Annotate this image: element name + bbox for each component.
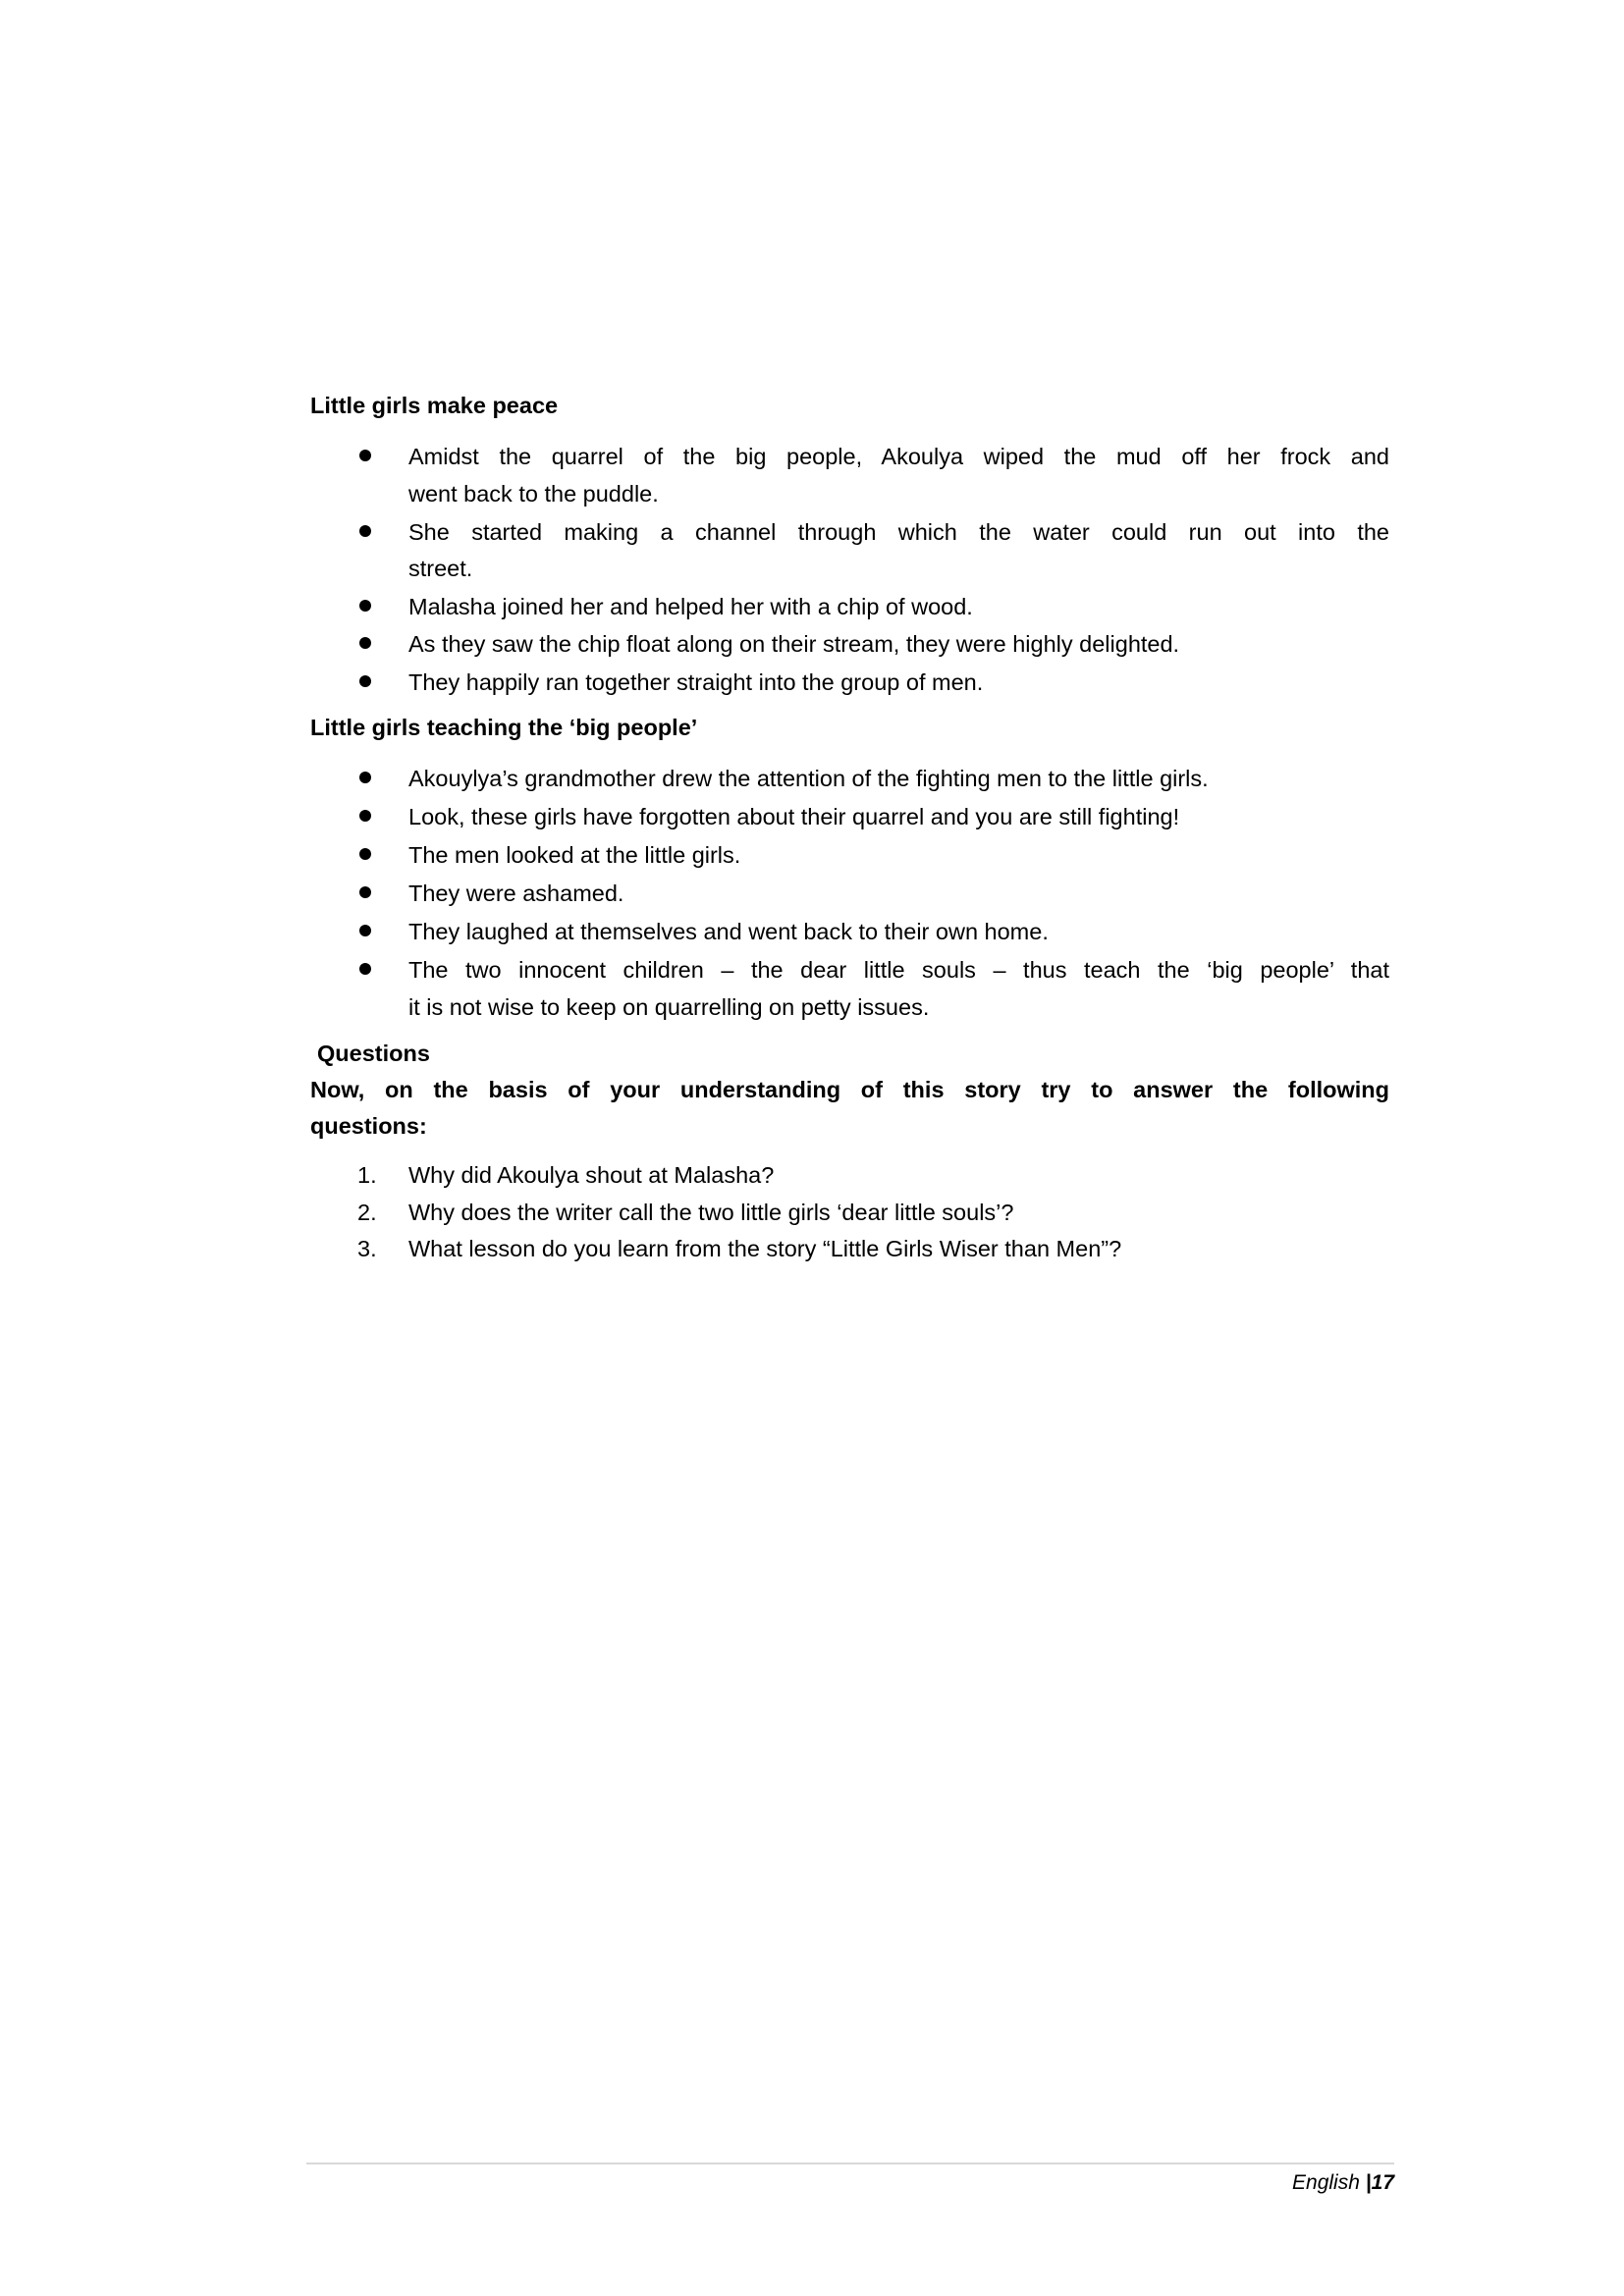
bullet-icon — [359, 963, 371, 975]
list-item-line: As they saw the chip float along on their stream, they were highly delighted. — [408, 631, 1180, 657]
list-item-line: Akouylya’s grandmother drew the attention of the fighting men to the little girls. — [408, 766, 1209, 791]
bullet-icon — [359, 525, 371, 537]
questions-intro-line: Now, on the basis of your understanding of this story try to answer the following — [310, 1077, 1389, 1102]
footer-subject: English — [1292, 2171, 1360, 2194]
questions-heading: Questions — [317, 1041, 430, 1066]
question-number: 1. — [357, 1162, 377, 1188]
bullet-icon — [359, 925, 371, 936]
questions-intro-line: questions: — [310, 1113, 427, 1139]
bullet-icon — [359, 675, 371, 687]
footer-divider — [306, 2163, 1394, 2164]
list-item-line: street. — [408, 556, 473, 581]
bullet-icon — [359, 450, 371, 461]
question-text: What lesson do you learn from the story “Little Girls Wiser than Men”? — [408, 1236, 1122, 1261]
question-number: 2. — [357, 1200, 377, 1225]
question-number: 3. — [357, 1236, 377, 1261]
question-text: Why did Akoulya shout at Malasha? — [408, 1162, 775, 1188]
question-text: Why does the writer call the two little girls ‘dear little souls’? — [408, 1200, 1014, 1225]
bullet-icon — [359, 637, 371, 649]
page-footer — [1292, 2171, 1394, 2195]
footer-separator: | — [1359, 2171, 1372, 2194]
list-item-line: They happily ran together straight into the group of men. — [408, 669, 984, 695]
list-item-line: Amidst the quarrel of the big people, Akoulya wiped the mud off her frock and — [408, 444, 1389, 469]
list-item-line: The men looked at the little girls. — [408, 842, 741, 868]
list-item-line: Look, these girls have forgotten about their quarrel and you are still fighting! — [408, 804, 1180, 829]
list-item-line: it is not wise to keep on quarrelling on petty issues. — [408, 994, 930, 1020]
list-item-line: They were ashamed. — [408, 881, 624, 906]
bullet-icon — [359, 886, 371, 898]
list-item-line: They laughed at themselves and went back to their own home. — [408, 919, 1049, 944]
list-item-line: went back to the puddle. — [408, 481, 659, 507]
section-heading-make-peace: Little girls make peace — [310, 393, 559, 418]
list-item-line: Malasha joined her and helped her with a chip of wood. — [408, 594, 973, 619]
list-item-line: The two innocent children – the dear little souls – thus teach the ‘big people’ that — [408, 957, 1389, 983]
bullet-icon — [359, 772, 371, 783]
bullet-icon — [359, 810, 371, 822]
page-number: 17 — [1371, 2171, 1394, 2194]
bullet-icon — [359, 848, 371, 860]
section-heading-teaching-big-people: Little girls teaching the ‘big people’ — [310, 715, 698, 740]
list-item-line: She started making a channel through which the water could run out into the — [408, 519, 1389, 545]
bullet-icon — [359, 600, 371, 612]
